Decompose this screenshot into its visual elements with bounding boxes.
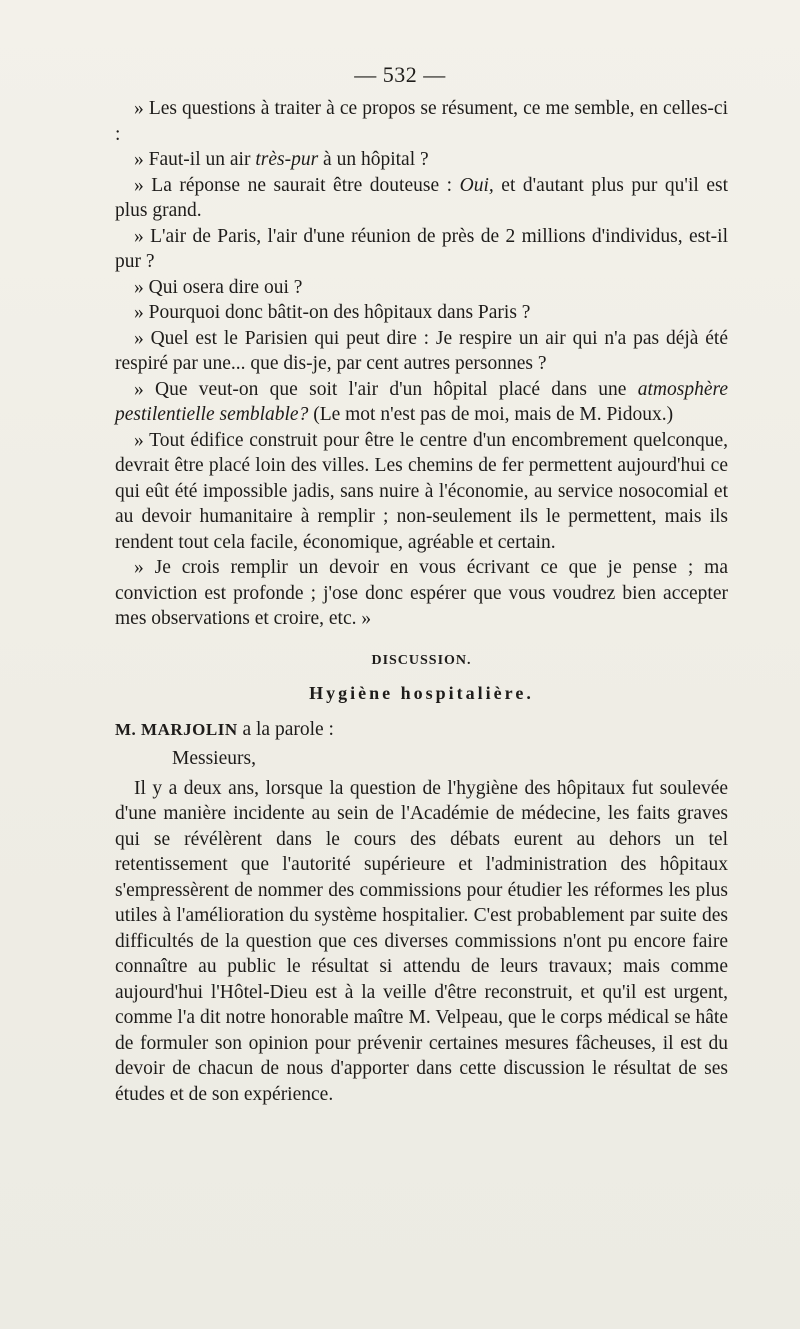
paragraph-10: » Je crois remplir un devoir en vous écrivant ce que je pense ; ma conviction est profonde ; j'ose donc espérer que vous voudrez bien accepter mes observations et croire, etc. » xyxy=(115,557,728,629)
final-paragraph: Il y a deux ans, lorsque la question de l'hygiène des hôpitaux fut soulevée d'une manière incidente au sein de l'Académie de médecine, les faits graves qui se révélèrent dans le cours des débats eurent au dehors un tel retentissement que l'autorité supérieure et l'administration des hôpitaux s'empressèrent de nommer des commissions pour étudier les réformes les plus utiles à l'amélioration du système hospitalier. C'est probablement par suite des difficultés de la question que ces diverses commissions n'ont pu encore faire connaître au public le résultat si attendu de leurs travaux; mais comme aujourd'hui l'Hôtel-Dieu est à la veille d'être reconstruit, et qu'il est urgent, comme l'a dit notre honorable maître M. Velpeau, que le corps médical se hâte de formuler son opinion pour prévenir certaines mesures fâcheuses, il est du devoir de chacun de nous d'apporter dans cette discussion le résultat de ses études et de son expérience. xyxy=(115,777,728,1105)
body-text xyxy=(115,96,728,1107)
paragraph-6: » Pourquoi donc bâtit-on des hôpitaux dans Paris ? xyxy=(134,302,531,323)
paragraph-7: » Quel est le Parisien qui peut dire : Je respire un air qui n'a pas déjà été respiré par une... que dis-je, par cent autres personnes ? xyxy=(115,327,728,374)
paragraph-5: » Qui osera dire oui ? xyxy=(134,276,303,298)
salutation: Messieurs, xyxy=(172,748,256,769)
paragraph-4: » L'air de Paris, l'air d'une réunion de près de 2 millions d'individus, est-il pur ? xyxy=(115,225,728,272)
emphasis-oui: Oui, xyxy=(459,174,494,196)
paragraph-3: » La réponse ne saurait être douteuse : Oui, et d'autant plus pur qu'il est plus grand. xyxy=(115,174,728,221)
section-title: Hygiène hospitalière. xyxy=(309,683,534,703)
discussion-heading: DISCUSSION. xyxy=(371,652,472,668)
paragraph-2: » Faut-il un air très-pur à un hôpital ? xyxy=(134,149,429,170)
speaker-name: M. MARJOLIN xyxy=(115,719,238,739)
paragraph-8: » Que veut-on que soit l'air d'un hôpital placé dans une atmosphère pestilentielle semblable? (Le mot n'est pas de moi, mais de M. Pidoux.) xyxy=(115,378,728,425)
speaker-line: M. MARJOLIN a la parole : xyxy=(115,718,334,740)
paragraph-1: » Les questions à traiter à ce propos se résument, ce me semble, en celles-ci : xyxy=(115,98,728,145)
emphasis-tres-pur: très-pur xyxy=(255,149,319,170)
page-number: — 532 — xyxy=(354,62,446,87)
paragraph-9: » Tout édifice construit pour être le centre d'un encombrement quelconque, devrait être placé loin des villes. Les chemins de fer permettent aujourd'hui ce qui eût été impossible jadis, sans nuire à l'économie, au service nosocomial et au devoir humanitaire à remplir ; non-seulement ils le permettent, mais ils rendent tout cela facile, économique, agréable et certain. xyxy=(115,429,728,553)
emphasis-atmosphere: atmosphère pestilentielle semblable? xyxy=(115,378,728,425)
